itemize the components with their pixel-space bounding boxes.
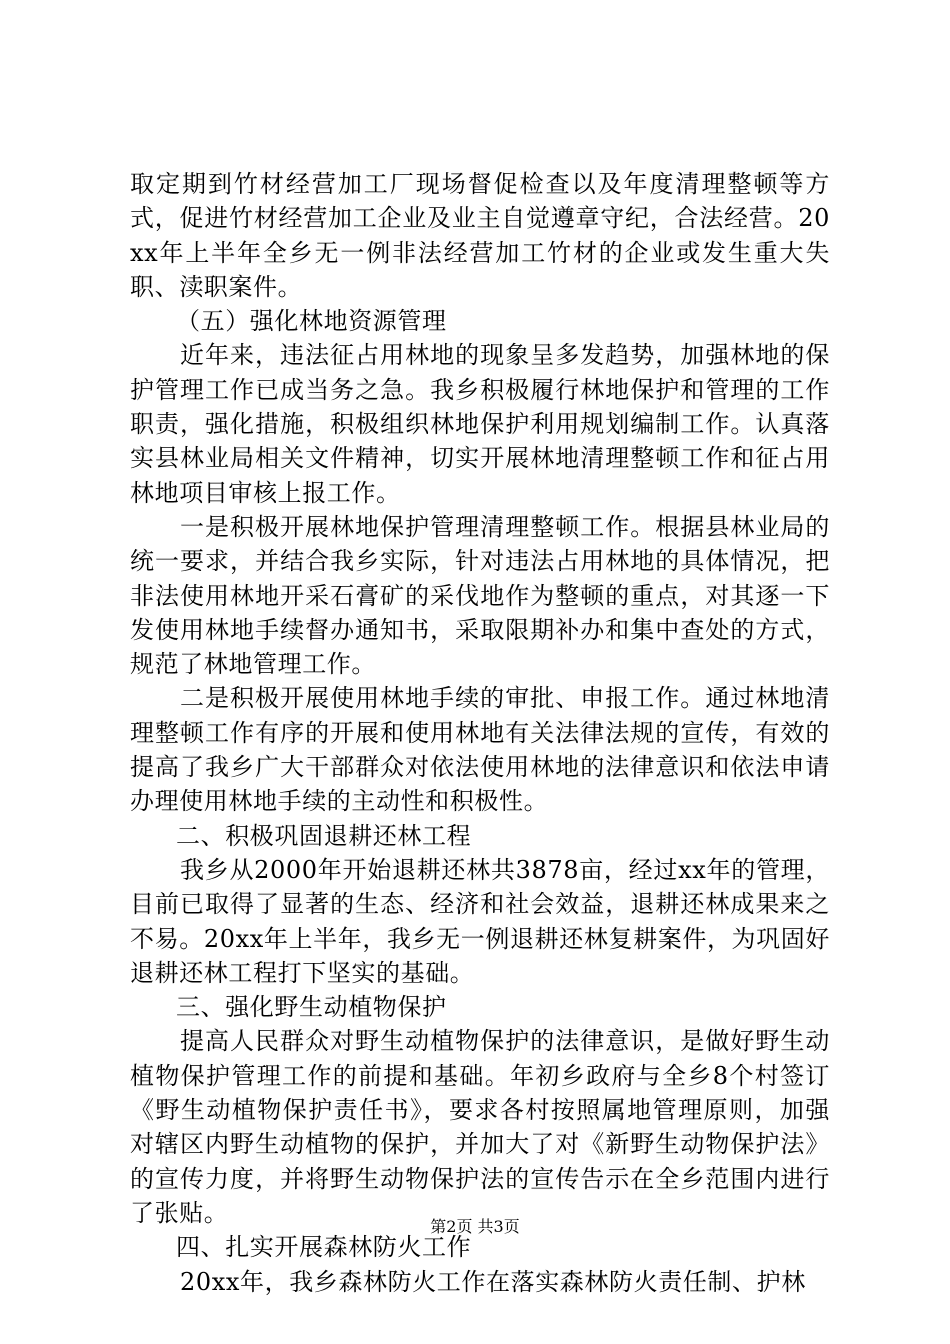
paragraph-cleanup: 一是积极开展林地保护管理清理整顿工作。根据县林业局的统一要求，并结合我乡实际，针对违法占用林地的具体情况，把非法使用林地开采石膏矿的采伐地作为整顿的重点，对其逐一下发使用林地手续督办通知书，采取限期补办和集中查处的方式，规范了林地管理工作。 <box>130 512 830 679</box>
paragraph-forest-land-intro: 近年来，违法征占用林地的现象呈多发趋势，加强林地的保护管理工作已成当务之急。我乡积极履行林地保护和管理的工作职责，强化措施，积极组织林地保护利用规划编制工作。认真落实县林业局相关文件精神，切实开展林地清理整顿工作和征占用林地项目审核上报工作。 <box>130 341 830 507</box>
paragraph-returning-farmland: 我乡从2000年开始退耕还林共3878亩，经过xx年的管理，目前已取得了显著的生态、经济和社会效益，退耕还林成果来之不易。20xx年上半年，我乡无一例退耕还林复耕案件，为巩固好退耕还林工程打下坚实的基础。 <box>130 855 830 987</box>
section-heading-2: 二、积极巩固退耕还林工程 <box>176 821 472 850</box>
paragraph-continuation: 取定期到竹材经营加工厂现场督促检查以及年度清理整顿等方式，促进竹材经营加工企业及业主自觉遵章守纪，合法经营。20xx年上半年全乡无一例非法经营加工竹材的企业或发生重大失职、渎职案件。 <box>130 170 830 301</box>
paragraph-fire-prevention: 20xx年，我乡森林防火工作在落实森林防火责任制、护林 <box>180 1267 806 1296</box>
paragraph-wildlife: 提高人民群众对野生动植物保护的法律意识，是做好野生动植物保护管理工作的前提和基础。年初乡政府与全乡8个村签订《野生动植物保护责任书》，要求各村按照属地管理原则，加强对辖区内野生动植物的保护，并加大了对《新野生动物保护法》的宣传力度，并将野生动物保护法的宣传告示在全乡范围内进行了张贴。 <box>130 1027 830 1227</box>
paragraph-approval: 二是积极开展使用林地手续的审批、申报工作。通过林地清理整顿工作有序的开展和使用林地有关法律法规的宣传，有效的提高了我乡广大干部群众对依法使用林地的法律意识和依法申请办理使用林地手续的主动性和积极性。 <box>130 684 830 816</box>
document-body <box>130 167 830 1299</box>
page-footer: 第2页 共3页 <box>430 1217 520 1236</box>
section-heading-5: （五）强化林地资源管理 <box>176 307 447 336</box>
section-heading-3: 三、强化野生动植物保护 <box>176 993 447 1022</box>
section-heading-4: 四、扎实开展森林防火工作 <box>176 1233 472 1262</box>
